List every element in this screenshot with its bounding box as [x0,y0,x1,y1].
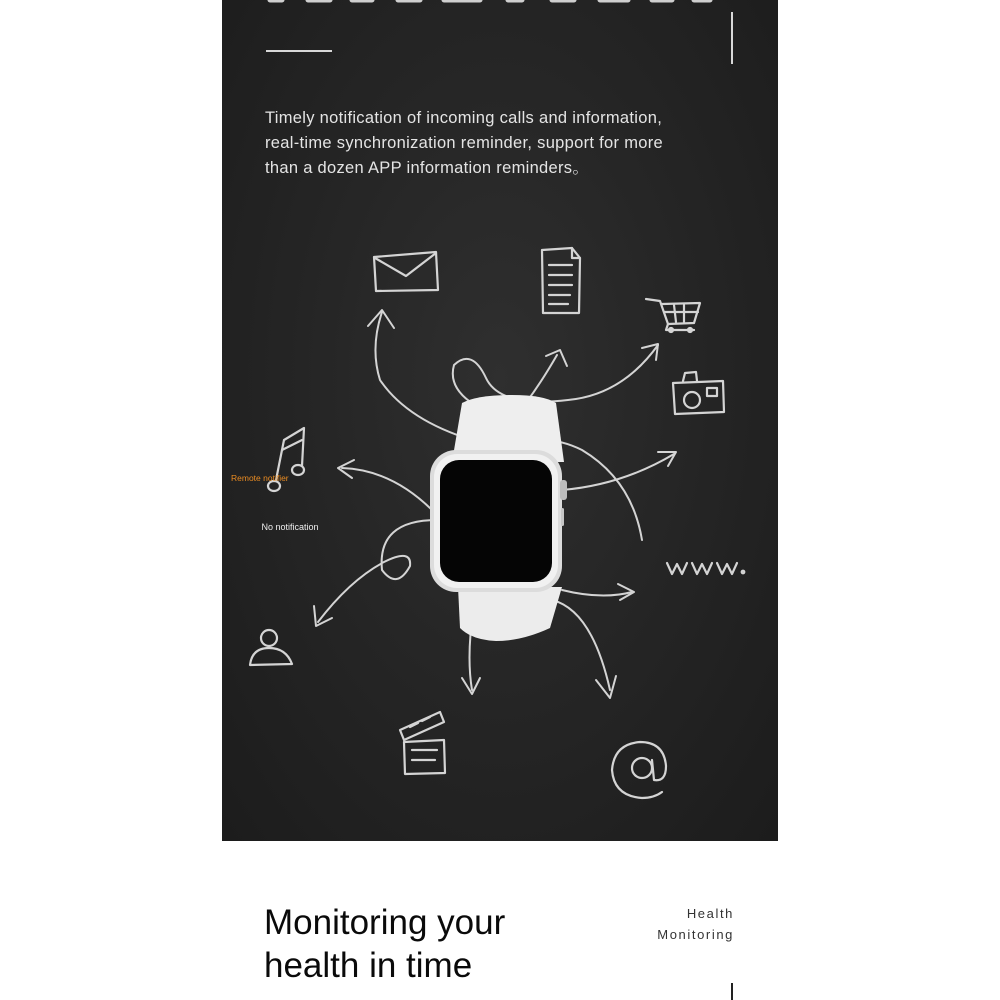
envelope-icon [374,252,438,291]
health-section-title: Monitoring your health in time [264,903,506,985]
person-icon [250,630,292,665]
document-icon [542,248,580,313]
watch-app-title: Remote notifier [231,473,289,483]
clapperboard-icon [400,712,445,774]
heading-divider [731,12,733,64]
at-sign-icon [612,742,666,798]
www-icon [667,563,744,574]
health-section-tag: Health Monitoring [657,906,734,942]
shopping-cart-icon [646,299,700,332]
camera-icon [673,372,724,414]
heading-underline [266,50,332,52]
notification-feature-panel [222,0,778,841]
notification-description: Timely notification of incoming calls and information, real-time synchronization reminder, support for more than a dozen APP information reminders。 [265,109,664,177]
watch-status-message: No notification [261,522,319,532]
section-divider [731,983,733,1000]
